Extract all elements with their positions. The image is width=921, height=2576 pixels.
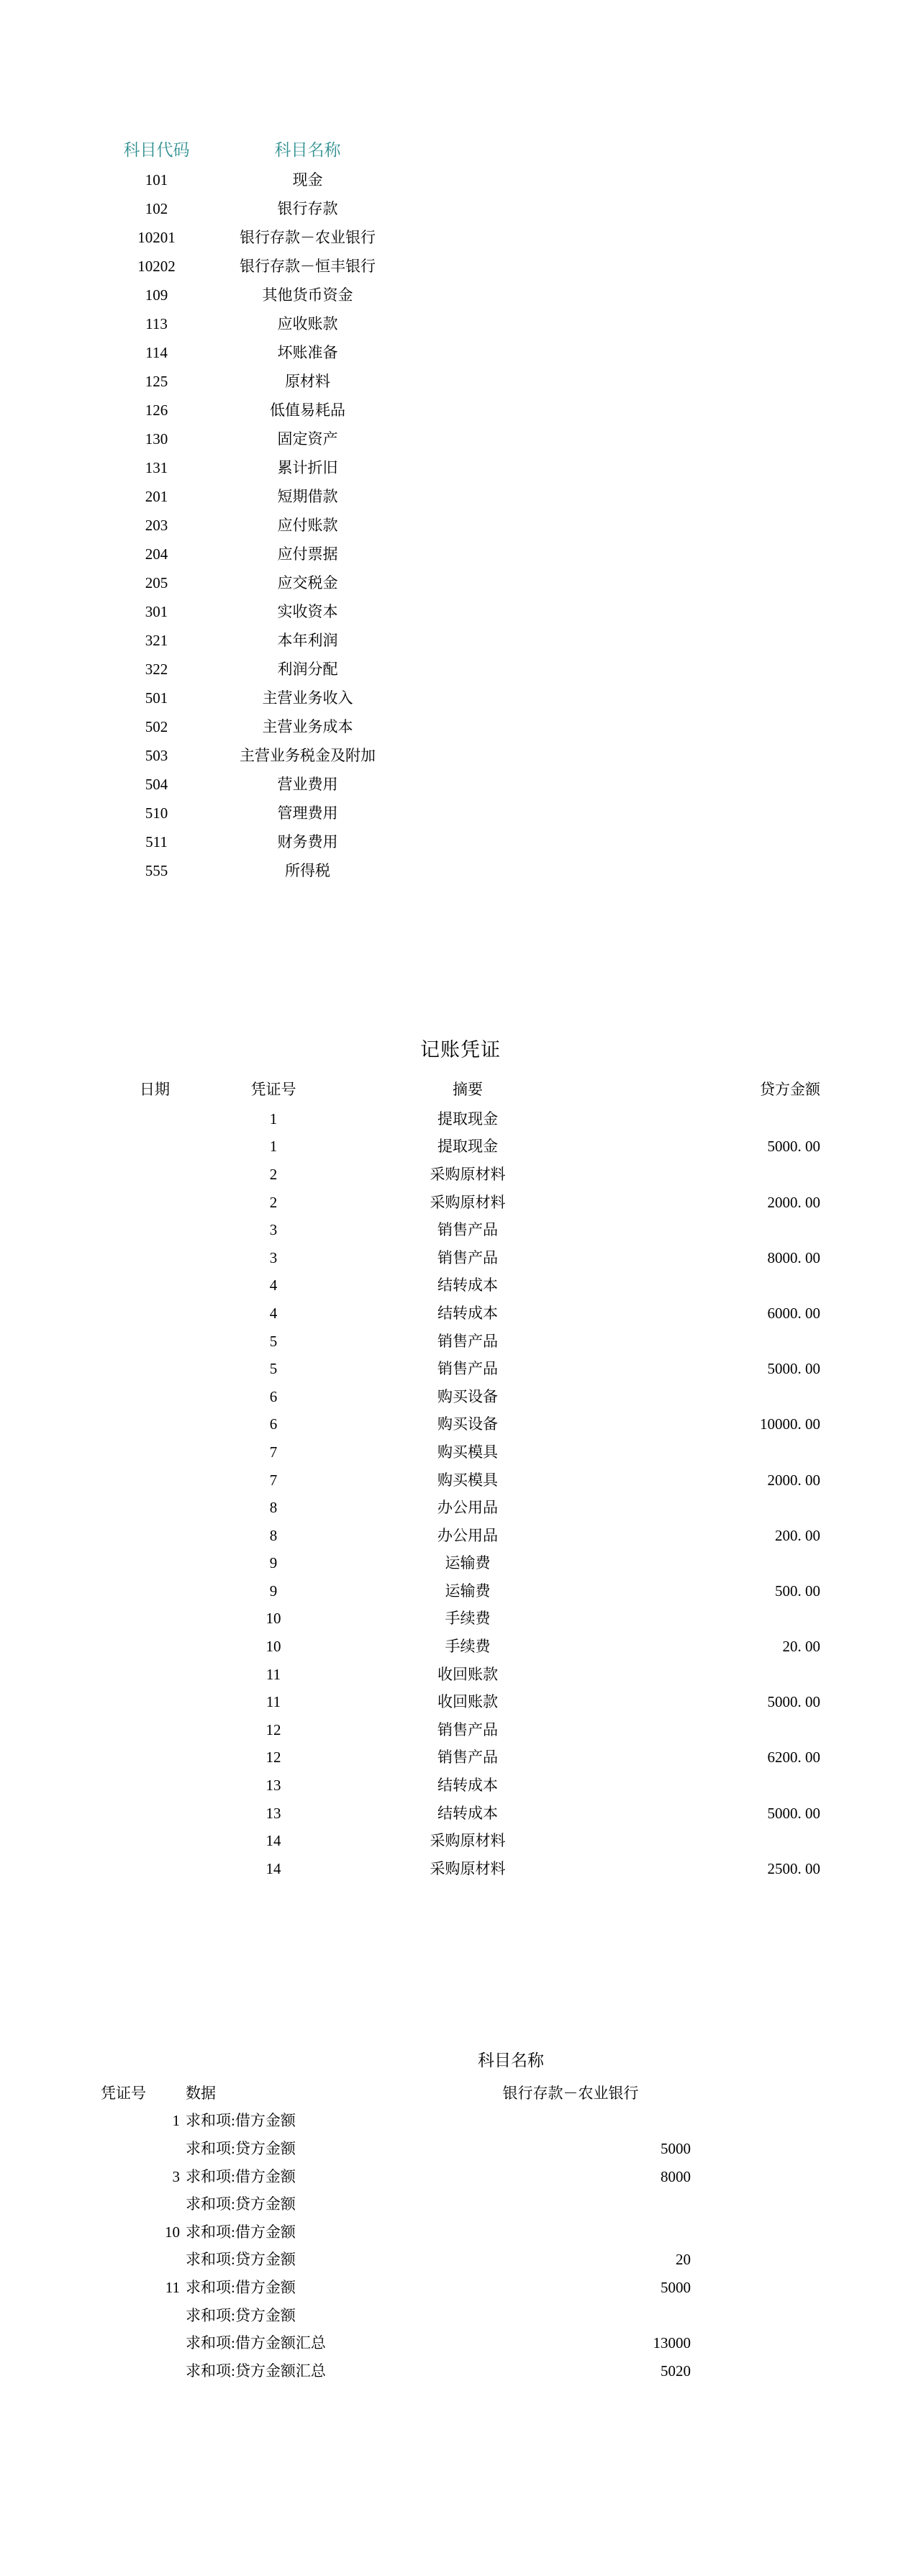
cell-credit-amount xyxy=(597,1383,830,1411)
table-row xyxy=(101,2108,725,2136)
table-row xyxy=(101,2302,725,2330)
table-row xyxy=(101,223,403,252)
cell-account-code: 114 xyxy=(145,343,168,361)
cell-account-code: 102 xyxy=(145,199,168,217)
table-row xyxy=(101,1688,830,1716)
cell-summary: 销售产品 xyxy=(437,1221,498,1239)
cell-summary: 销售产品 xyxy=(437,1720,498,1738)
cell-voucher-no: 12 xyxy=(266,1749,281,1767)
cell-account-name: 财务费用 xyxy=(277,833,338,851)
cell-voucher-no xyxy=(101,2135,186,2163)
cell-account-name: 现金 xyxy=(292,171,323,189)
cell-voucher-no: 11 xyxy=(266,1665,281,1683)
cell-credit-amount xyxy=(597,1216,830,1244)
cell-voucher-no: 14 xyxy=(266,1832,281,1850)
table-row xyxy=(101,1133,830,1161)
cell-summary: 销售产品 xyxy=(437,1248,498,1266)
column-header-summary: 摘要 xyxy=(453,1080,483,1098)
cell-account-code: 203 xyxy=(145,516,168,534)
cell-summary: 销售产品 xyxy=(437,1332,498,1350)
table-row xyxy=(101,1161,830,1189)
voucher-table-body xyxy=(101,1105,830,1883)
cell-date xyxy=(101,1355,209,1383)
pivot-total-row xyxy=(101,2329,725,2357)
cell-credit-amount: 5000. 00 xyxy=(767,1804,820,1822)
cell-date xyxy=(101,1272,209,1300)
cell-summary: 收回账款 xyxy=(437,1693,498,1711)
table-row xyxy=(101,482,403,511)
cell-voucher-no: 1 xyxy=(269,1110,278,1128)
cell-credit-amount: 5000. 00 xyxy=(767,1693,820,1711)
cell-credit-amount: 10000. 00 xyxy=(760,1415,820,1433)
cell-data-field: 求和项:借方金额 xyxy=(186,2112,296,2130)
cell-value xyxy=(416,2218,725,2246)
cell-account-name: 银行存款－农业银行 xyxy=(240,228,376,246)
cell-summary: 运输费 xyxy=(445,1554,491,1572)
table-row xyxy=(101,194,403,223)
cell-voucher-no: 13 xyxy=(266,1804,281,1822)
cell-date xyxy=(101,1244,209,1272)
cell-date xyxy=(101,1577,209,1605)
cell-credit-amount xyxy=(597,1438,830,1466)
table-row xyxy=(101,799,403,827)
cell-summary: 运输费 xyxy=(445,1582,491,1600)
cell-credit-amount xyxy=(597,1661,830,1689)
cell-summary: 收回账款 xyxy=(437,1665,498,1683)
cell-credit-amount: 200. 00 xyxy=(775,1526,820,1544)
pivot-total-row xyxy=(101,2357,725,2385)
table-row xyxy=(101,1328,830,1356)
cell-account-name: 应付票据 xyxy=(277,545,338,563)
cell-date xyxy=(101,1216,209,1244)
cell-account-name: 银行存款 xyxy=(277,199,338,217)
cell-date xyxy=(101,1133,209,1161)
cell-voucher-no: 7 xyxy=(269,1443,278,1461)
cell-account-code: 503 xyxy=(145,746,168,764)
cell-account-name: 本年利润 xyxy=(277,631,338,649)
column-header-account: 银行存款－农业银行 xyxy=(502,2084,639,2102)
cell-date xyxy=(101,1688,209,1716)
table-row xyxy=(101,1189,830,1217)
cell-account-name: 低值易耗品 xyxy=(270,401,345,419)
cell-date xyxy=(101,1383,209,1411)
cell-credit-amount xyxy=(597,1161,830,1189)
cell-credit-amount xyxy=(597,1716,830,1744)
table-row xyxy=(101,309,403,338)
pivot-table-body xyxy=(101,2108,725,2385)
cell-date xyxy=(101,1605,209,1633)
table-row xyxy=(101,568,403,597)
table-row xyxy=(101,281,403,309)
cell-account-code: 109 xyxy=(145,286,168,304)
table-row xyxy=(101,1466,830,1495)
cell-voucher-no: 4 xyxy=(269,1276,278,1294)
voucher-table-header xyxy=(101,1074,830,1105)
cell-date xyxy=(101,1161,209,1189)
cell-account-code: 501 xyxy=(145,689,168,707)
cell-spacer xyxy=(101,2329,186,2357)
table-row xyxy=(101,396,403,425)
cell-date xyxy=(101,1105,209,1133)
cell-account-name: 应收账款 xyxy=(277,314,338,332)
cell-summary: 办公用品 xyxy=(437,1499,498,1517)
cell-voucher-no: 10 xyxy=(266,1610,281,1628)
cell-account-code: 322 xyxy=(145,660,168,678)
cell-data-field: 求和项:贷方金额 xyxy=(186,2251,296,2269)
cell-voucher-no xyxy=(101,2246,186,2275)
cell-value: 20 xyxy=(676,2251,691,2269)
table-row xyxy=(101,165,403,194)
table-row xyxy=(101,453,403,482)
table-row xyxy=(101,1105,830,1133)
cell-voucher-no: 13 xyxy=(266,1777,281,1795)
cell-account-code: 510 xyxy=(145,804,168,822)
table-row xyxy=(101,2218,725,2246)
cell-summary: 办公用品 xyxy=(437,1526,498,1544)
cell-date xyxy=(101,1494,209,1522)
cell-summary: 手续费 xyxy=(445,1610,491,1628)
column-header-account-code: 科目代码 xyxy=(123,140,190,159)
cell-credit-amount: 2500. 00 xyxy=(767,1859,820,1877)
cell-value: 5000 xyxy=(661,2278,691,2296)
table-row xyxy=(101,741,403,770)
cell-value xyxy=(416,2190,725,2218)
cell-voucher-no: 11 xyxy=(165,2278,180,2296)
table-row xyxy=(101,540,403,568)
cell-voucher-no xyxy=(101,2302,186,2330)
table-row xyxy=(101,1577,830,1605)
cell-account-code: 113 xyxy=(145,314,168,332)
table-row xyxy=(101,1216,830,1244)
cell-credit-amount: 6000. 00 xyxy=(767,1304,820,1322)
table-row xyxy=(101,425,403,453)
table-row xyxy=(101,1633,830,1661)
cell-data-field: 求和项:贷方金额 xyxy=(186,2306,296,2324)
table-row xyxy=(101,511,403,540)
pivot-column-group-label: 科目名称 xyxy=(478,2051,544,2069)
cell-account-code: 10201 xyxy=(137,228,176,246)
cell-value xyxy=(416,2108,725,2136)
table-row xyxy=(101,1244,830,1272)
cell-summary: 采购原材料 xyxy=(430,1193,506,1211)
cell-summary: 结转成本 xyxy=(437,1804,498,1822)
cell-account-code: 10202 xyxy=(137,257,176,275)
cell-voucher-no: 5 xyxy=(269,1360,278,1378)
table-row xyxy=(101,684,403,712)
cell-credit-amount xyxy=(597,1328,830,1356)
table-row xyxy=(101,1716,830,1744)
cell-summary: 购买设备 xyxy=(437,1387,498,1405)
cell-credit-amount: 2000. 00 xyxy=(767,1193,820,1211)
cell-summary: 结转成本 xyxy=(437,1777,498,1795)
cell-account-code: 301 xyxy=(145,602,168,620)
cell-account-code: 511 xyxy=(145,833,168,851)
cell-voucher-no: 8 xyxy=(269,1526,278,1544)
table-row xyxy=(101,1605,830,1633)
cell-voucher-no: 4 xyxy=(269,1304,278,1322)
cell-spacer xyxy=(101,2357,186,2385)
account-table-body xyxy=(101,165,403,885)
cell-credit-amount xyxy=(597,1772,830,1800)
table-row xyxy=(101,2190,725,2218)
cell-voucher-no: 2 xyxy=(269,1165,278,1183)
cell-date xyxy=(101,1411,209,1439)
table-header-row xyxy=(101,2080,725,2108)
cell-summary: 手续费 xyxy=(445,1638,491,1656)
cell-credit-amount: 2000. 00 xyxy=(767,1471,820,1489)
cell-account-name: 营业费用 xyxy=(277,775,338,793)
cell-account-name: 应交税金 xyxy=(277,573,338,591)
cell-credit-amount xyxy=(597,1827,830,1855)
cell-voucher-no: 1 xyxy=(269,1138,278,1156)
cell-credit-amount xyxy=(597,1550,830,1578)
cell-summary: 提取现金 xyxy=(437,1138,498,1156)
table-row xyxy=(101,856,403,885)
voucher-table-title: 记账凭证 xyxy=(420,1039,501,1061)
cell-account-code: 126 xyxy=(145,401,168,419)
cell-summary: 结转成本 xyxy=(437,1276,498,1294)
table-row xyxy=(101,2163,725,2191)
table-header-row xyxy=(101,1074,830,1105)
cell-summary: 采购原材料 xyxy=(430,1832,506,1850)
cell-account-code: 502 xyxy=(145,717,168,735)
cell-voucher-no xyxy=(101,2190,186,2218)
cell-voucher-no: 6 xyxy=(269,1415,278,1433)
cell-account-name: 主营业务成本 xyxy=(262,717,353,735)
table-row xyxy=(101,655,403,684)
cell-total-label: 求和项:借方金额汇总 xyxy=(186,2334,326,2352)
cell-account-code: 201 xyxy=(145,487,168,505)
cell-account-name: 主营业务收入 xyxy=(262,689,353,707)
table-row xyxy=(101,1772,830,1800)
table-row xyxy=(101,626,403,655)
cell-data-field: 求和项:借方金额 xyxy=(186,2167,296,2185)
table-row xyxy=(101,1383,830,1411)
column-header-date: 日期 xyxy=(140,1080,170,1098)
cell-account-name: 短期借款 xyxy=(277,487,338,505)
cell-account-name: 其他货币资金 xyxy=(262,286,353,304)
cell-credit-amount xyxy=(597,1494,830,1522)
column-header-account-name: 科目名称 xyxy=(274,140,341,159)
cell-voucher-no: 1 xyxy=(172,2112,180,2130)
cell-account-code: 204 xyxy=(145,545,168,563)
cell-account-name: 银行存款－恒丰银行 xyxy=(240,257,376,275)
cell-summary: 销售产品 xyxy=(437,1360,498,1378)
cell-account-name: 应付账款 xyxy=(277,516,338,534)
cell-date xyxy=(101,1772,209,1800)
cell-voucher-no: 3 xyxy=(269,1221,278,1239)
cell-value xyxy=(416,2302,725,2330)
cell-account-name: 所得税 xyxy=(285,861,330,879)
cell-date xyxy=(101,1189,209,1217)
table-row xyxy=(101,1411,830,1439)
cell-voucher-no: 9 xyxy=(269,1582,278,1600)
pivot-table-header xyxy=(101,2080,725,2108)
cell-date xyxy=(101,1466,209,1495)
cell-account-name: 实收资本 xyxy=(277,602,338,620)
cell-date xyxy=(101,1661,209,1689)
table-header-row xyxy=(101,134,403,165)
cell-data-field: 求和项:贷方金额 xyxy=(186,2139,296,2157)
cell-date xyxy=(101,1328,209,1356)
table-row xyxy=(101,1494,830,1522)
cell-data-field: 求和项:借方金额 xyxy=(186,2223,296,2241)
cell-date xyxy=(101,1855,209,1883)
cell-voucher-no: 11 xyxy=(266,1693,281,1711)
cell-date xyxy=(101,1744,209,1772)
cell-account-name: 主营业务税金及附加 xyxy=(240,746,376,764)
column-header-voucher-no: 凭证号 xyxy=(101,2084,146,2102)
cell-credit-amount: 5000. 00 xyxy=(767,1360,820,1378)
table-row xyxy=(101,1272,830,1300)
column-header-data: 数据 xyxy=(186,2084,216,2102)
cell-summary: 结转成本 xyxy=(437,1304,498,1322)
account-code-table xyxy=(101,134,403,885)
cell-account-name: 利润分配 xyxy=(277,660,338,678)
cell-voucher-no: 10 xyxy=(266,1638,281,1656)
cell-date xyxy=(101,1550,209,1578)
table-row xyxy=(101,1522,830,1550)
table-row xyxy=(101,1355,830,1383)
cell-voucher-no: 5 xyxy=(269,1332,278,1350)
cell-voucher-no: 8 xyxy=(269,1499,278,1517)
cell-account-code: 321 xyxy=(145,631,168,649)
table-row xyxy=(101,1827,830,1855)
cell-voucher-no: 2 xyxy=(269,1193,278,1211)
cell-date xyxy=(101,1800,209,1828)
table-row xyxy=(101,770,403,799)
cell-credit-amount: 20. 00 xyxy=(782,1638,820,1656)
cell-summary: 销售产品 xyxy=(437,1749,498,1767)
cell-account-name: 坏账准备 xyxy=(277,343,338,361)
cell-account-code: 555 xyxy=(145,861,168,879)
cell-value: 5000 xyxy=(661,2139,691,2157)
cell-account-code: 504 xyxy=(145,775,168,793)
cell-account-code: 101 xyxy=(145,171,168,189)
cell-date xyxy=(101,1633,209,1661)
cell-voucher-no: 3 xyxy=(172,2167,180,2185)
table-row xyxy=(101,338,403,367)
cell-summary: 采购原材料 xyxy=(430,1859,506,1877)
cell-account-name: 管理费用 xyxy=(277,804,338,822)
table-row xyxy=(101,827,403,856)
table-row xyxy=(101,712,403,741)
cell-summary: 购买模具 xyxy=(437,1471,498,1489)
table-row xyxy=(101,597,403,626)
cell-date xyxy=(101,1438,209,1466)
table-row xyxy=(101,367,403,396)
cell-total-value: 13000 xyxy=(653,2334,691,2352)
voucher-table xyxy=(101,1074,830,1883)
cell-account-name: 累计折旧 xyxy=(277,458,338,476)
cell-credit-amount: 5000. 00 xyxy=(767,1138,820,1156)
cell-account-code: 130 xyxy=(145,430,168,448)
table-row xyxy=(101,252,403,281)
table-row xyxy=(101,1744,830,1772)
cell-value: 8000 xyxy=(661,2167,691,2185)
cell-account-code: 125 xyxy=(145,372,168,390)
cell-date xyxy=(101,1300,209,1328)
cell-voucher-no: 10 xyxy=(165,2223,180,2241)
table-row xyxy=(101,2135,725,2163)
column-header-credit-amount: 贷方金额 xyxy=(760,1080,820,1098)
cell-account-code: 131 xyxy=(145,458,168,476)
cell-credit-amount xyxy=(597,1272,830,1300)
cell-credit-amount xyxy=(597,1105,830,1133)
cell-data-field: 求和项:贷方金额 xyxy=(186,2195,296,2213)
table-row xyxy=(101,1855,830,1883)
cell-account-name: 原材料 xyxy=(285,372,330,390)
cell-credit-amount: 6200. 00 xyxy=(767,1749,820,1767)
pivot-table xyxy=(101,2080,725,2385)
table-row xyxy=(101,1661,830,1689)
table-row xyxy=(101,2274,725,2302)
account-table-header xyxy=(101,134,403,165)
table-row xyxy=(101,1438,830,1466)
cell-voucher-no: 7 xyxy=(269,1471,278,1489)
cell-credit-amount: 8000. 00 xyxy=(767,1248,820,1266)
table-row xyxy=(101,1800,830,1828)
cell-voucher-no: 6 xyxy=(269,1387,278,1405)
cell-credit-amount xyxy=(597,1605,830,1633)
cell-date xyxy=(101,1827,209,1855)
cell-voucher-no: 12 xyxy=(266,1720,281,1738)
cell-summary: 提取现金 xyxy=(437,1110,498,1128)
cell-voucher-no: 9 xyxy=(269,1554,278,1572)
table-row xyxy=(101,1550,830,1578)
cell-voucher-no: 3 xyxy=(269,1248,278,1266)
cell-credit-amount: 500. 00 xyxy=(775,1582,820,1600)
cell-summary: 采购原材料 xyxy=(430,1165,506,1183)
cell-voucher-no: 14 xyxy=(266,1859,281,1877)
cell-account-name: 固定资产 xyxy=(277,430,338,448)
cell-date xyxy=(101,1716,209,1744)
cell-total-label: 求和项:贷方金额汇总 xyxy=(186,2362,326,2380)
cell-summary: 购买设备 xyxy=(437,1415,498,1433)
table-row xyxy=(101,2246,725,2275)
column-header-voucher-no: 凭证号 xyxy=(250,1080,296,1098)
cell-data-field: 求和项:借方金额 xyxy=(186,2278,296,2296)
cell-date xyxy=(101,1522,209,1550)
cell-account-code: 205 xyxy=(145,573,168,591)
cell-total-value: 5020 xyxy=(661,2362,691,2380)
cell-summary: 购买模具 xyxy=(437,1443,498,1461)
table-row xyxy=(101,1300,830,1328)
